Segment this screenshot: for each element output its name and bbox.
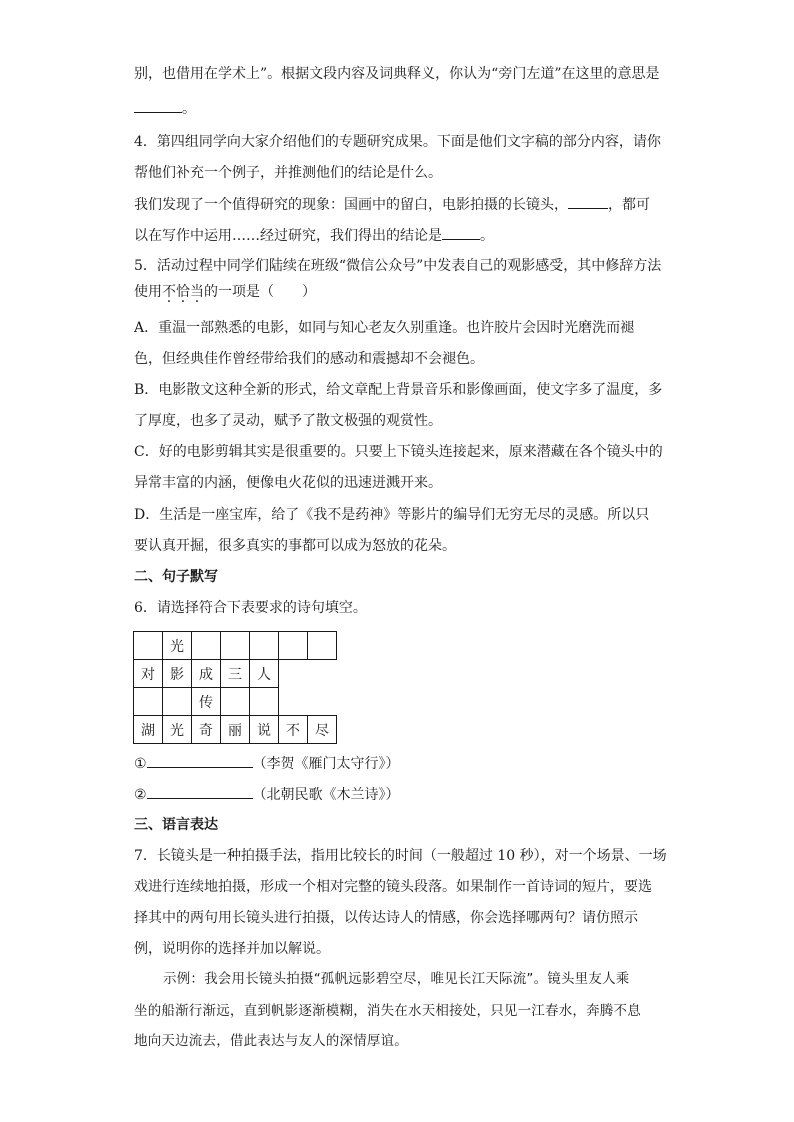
answer-line-1 xyxy=(134,753,400,774)
answer-blank[interactable] xyxy=(147,784,253,799)
option-text: D．生活是一座宝库，给了《我不是药神》等影片的编导们无穷无尽的灵感。所以只 xyxy=(134,507,650,523)
question-text: 戏进行连续地拍摄，形成一个相对完整的镜头段落。如果制作一首诗词的短片，要选 xyxy=(134,879,652,895)
section-heading xyxy=(134,815,218,835)
grid-cell[interactable] xyxy=(134,632,163,660)
option-text: 异常丰富的内涵，便像电火花似的迅速迸溅开来。 xyxy=(134,475,442,491)
grid-row xyxy=(134,716,337,744)
grid-cell[interactable] xyxy=(163,688,192,716)
question-text: 我们发现了一个值得研究的现象：国画中的留白，电影拍摄的长镜头， xyxy=(134,197,568,213)
question-text: 例，说明你的选择并加以解说。 xyxy=(134,941,330,957)
question-5-line-1 xyxy=(134,256,661,276)
question-7-line-3 xyxy=(134,908,638,928)
example-line-2 xyxy=(134,1001,641,1021)
grid-row xyxy=(134,660,337,688)
option-text: 色，但经典佳作曾经带给我们的感动和震撼却不会褪色。 xyxy=(134,351,484,367)
question-4-line-2 xyxy=(134,163,442,183)
answer-blank[interactable] xyxy=(568,194,608,209)
question-text: 以在写作中运用……经过研究，我们得出的结论是 xyxy=(134,228,442,244)
option-text: A．重温一部熟悉的电影，如同与知心老友久别重逢。也许胶片会因时光磨洗而褪 xyxy=(134,320,635,336)
option-b-line-1 xyxy=(134,380,662,400)
option-a-line-2 xyxy=(134,349,484,369)
grid-empty xyxy=(308,688,337,716)
punctuation: 。 xyxy=(182,101,196,117)
section-title: 二、句子默写 xyxy=(134,569,218,585)
answer-blank[interactable] xyxy=(147,753,253,768)
emphasis-char: 恰 xyxy=(176,284,190,300)
answer-source: （李贺《雁门太守行》） xyxy=(252,756,400,772)
grid-cell[interactable] xyxy=(279,632,308,660)
grid-cell: 成 xyxy=(192,660,221,688)
grid-cell: 光 xyxy=(163,632,192,660)
question-7-line-1 xyxy=(134,846,667,866)
option-c-line-2 xyxy=(134,473,442,493)
option-text: B．电影散文这种全新的形式，给文章配上背景音乐和影像画面，使文字多了温度，多 xyxy=(134,382,663,398)
grid-cell[interactable] xyxy=(221,632,250,660)
grid-cell[interactable] xyxy=(134,688,163,716)
grid-cell: 说 xyxy=(250,716,279,744)
grid-empty xyxy=(308,660,337,688)
question-4-line-4 xyxy=(134,225,494,246)
option-text: C．好的电影剪辑其实是很重要的。只要上下镜头连接起来，原来潜藏在各个镜头中的 xyxy=(134,444,663,460)
text-line xyxy=(134,64,659,84)
paragraph-text: 别，也借用在学术上”。根据文段内容及词典释义，你认为“旁门左道”在这里的意思是 xyxy=(134,66,660,82)
grid-cell: 尽 xyxy=(308,716,337,744)
grid-cell[interactable] xyxy=(308,632,337,660)
section-title: 三、语言表达 xyxy=(134,817,218,833)
question-7-line-4 xyxy=(134,939,330,959)
grid-empty xyxy=(279,688,308,716)
question-text: 的一项是（ ） xyxy=(204,284,316,300)
poem-grid xyxy=(133,631,337,744)
grid-cell[interactable] xyxy=(250,688,279,716)
question-text: 4．第四组同学向大家介绍他们的专题研究成果。下面是他们文字稿的部分内容，请你 xyxy=(134,134,661,150)
question-text: 。 xyxy=(480,228,494,244)
answer-source: （北朝民歌《木兰诗》） xyxy=(252,787,400,803)
grid-cell: 奇 xyxy=(192,716,221,744)
grid-cell: 影 xyxy=(163,660,192,688)
grid-row xyxy=(134,688,337,716)
emphasis-char: 不 xyxy=(162,284,176,300)
grid-empty xyxy=(279,660,308,688)
emphasis-char: 当 xyxy=(190,284,204,300)
option-text: 了厚度，也多了灵动，赋予了散文极强的观赏性。 xyxy=(134,413,442,429)
grid-cell: 不 xyxy=(279,716,308,744)
grid-cell[interactable] xyxy=(250,632,279,660)
grid-cell: 光 xyxy=(163,716,192,744)
example-text: 示例：我会用长镜头拍摄“孤帆远影碧空尽，唯见长江天际流”。镜头里友人乘 xyxy=(163,971,630,987)
question-4-line-1 xyxy=(134,132,661,152)
answer-line-2 xyxy=(134,784,400,805)
grid-cell: 传 xyxy=(192,688,221,716)
grid-cell: 三 xyxy=(221,660,250,688)
grid-cell[interactable] xyxy=(221,688,250,716)
question-6 xyxy=(134,598,367,618)
answer-number: ② xyxy=(134,787,147,803)
grid-cell: 湖 xyxy=(134,716,163,744)
example-text: 坐的船渐行渐远，直到帆影逐渐模糊，消失在水天相接处，只见一江春水，奔腾不息 xyxy=(134,1003,641,1019)
option-b-line-2 xyxy=(134,411,442,431)
question-5-line-2 xyxy=(134,282,316,302)
question-text: 5．活动过程中同学们陆续在班级“微信公众号”中发表自己的观影感受，其中修辞方法 xyxy=(134,258,662,274)
answer-blank[interactable] xyxy=(134,98,182,113)
option-d-line-1 xyxy=(134,505,649,525)
answer-blank[interactable] xyxy=(442,225,480,240)
example-line-1 xyxy=(163,969,630,989)
grid-cell: 对 xyxy=(134,660,163,688)
question-text: 6．请选择符合下表要求的诗句填空。 xyxy=(134,600,367,616)
example-line-3 xyxy=(134,1031,408,1051)
question-text: 帮他们补充一个例子，并推测他们的结论是什么。 xyxy=(134,165,442,181)
option-c-line-1 xyxy=(134,442,663,462)
grid-cell: 丽 xyxy=(221,716,250,744)
example-text: 地向天边流去，借此表达与友人的深情厚谊。 xyxy=(134,1033,408,1049)
question-7-line-2 xyxy=(134,877,652,897)
question-4-line-3 xyxy=(134,194,650,215)
section-heading xyxy=(134,567,218,587)
option-a-line-1 xyxy=(134,318,634,338)
grid-cell[interactable] xyxy=(192,632,221,660)
question-text: 7．长镜头是一种拍摄手法，指用比较长的时间（一般超过 10 秒），对一个场景、一场 xyxy=(134,848,667,864)
question-text: 使用 xyxy=(134,284,162,300)
grid-cell: 人 xyxy=(250,660,279,688)
option-d-line-2 xyxy=(134,536,456,556)
text-line xyxy=(134,98,196,119)
answer-number: ① xyxy=(134,756,147,772)
question-text: 择其中的两句用长镜头进行拍摄，以传达诗人的情感，你会选择哪两句？请仿照示 xyxy=(134,910,638,926)
grid-row xyxy=(134,632,337,660)
question-text: ，都可 xyxy=(608,197,650,213)
option-text: 要认真开掘，很多真实的事都可以成为怒放的花朵。 xyxy=(134,538,456,554)
